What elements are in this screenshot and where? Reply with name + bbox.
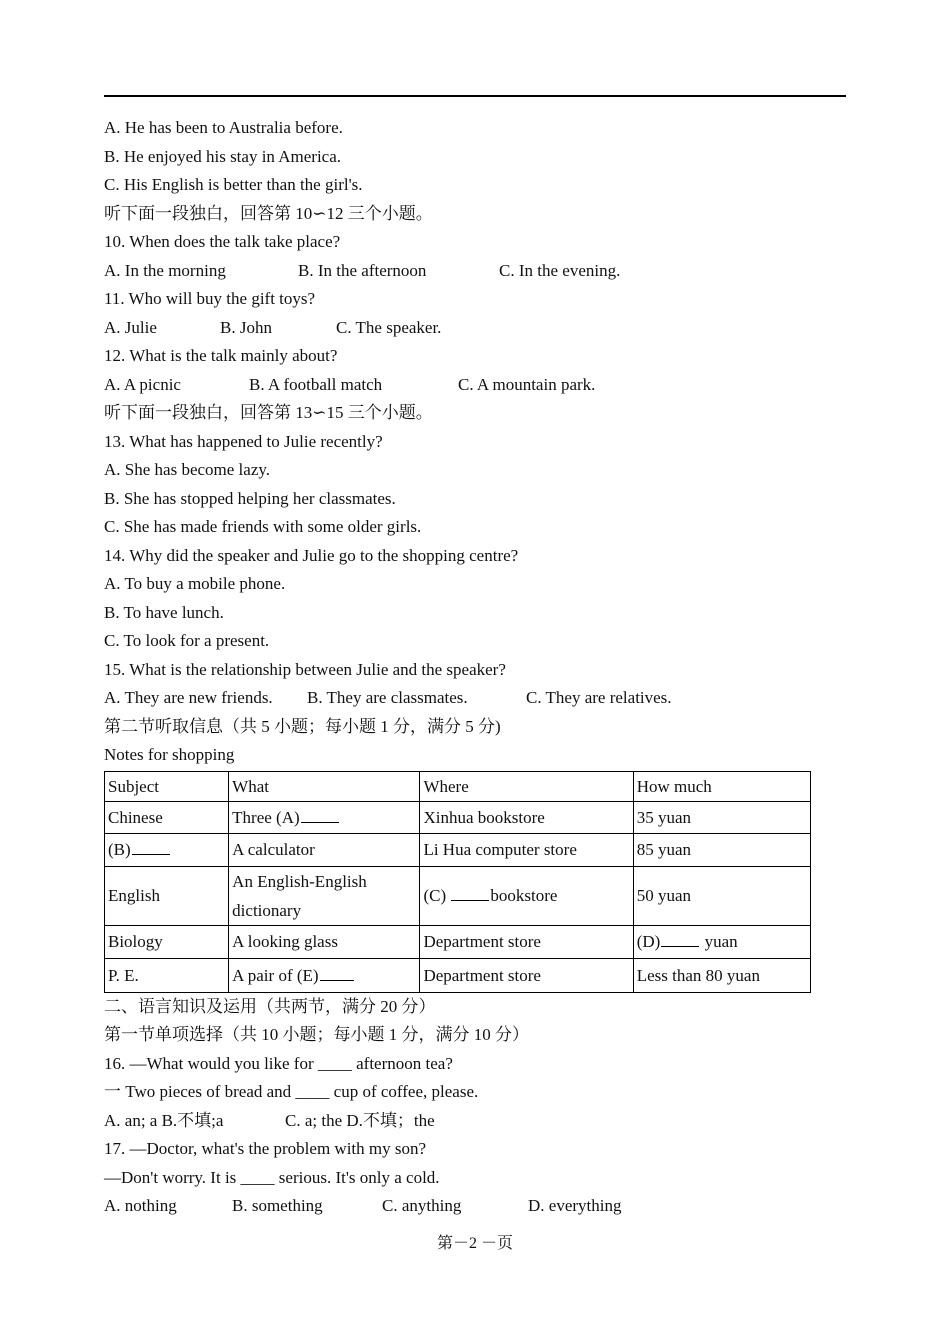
table-header-cell: How much bbox=[633, 771, 810, 801]
q17-option-b: B. something bbox=[232, 1196, 323, 1215]
q14-option-b: B. To have lunch. bbox=[104, 602, 224, 622]
notes-title: Notes for shopping bbox=[104, 745, 235, 764]
table-cell: Department store bbox=[420, 958, 633, 992]
table-cell: Chinese bbox=[105, 801, 229, 833]
q13-stem: 13. What has happened to Julie recently? bbox=[104, 431, 383, 451]
cell-text: Three (A) bbox=[232, 807, 300, 827]
q14-stem: 14. Why did the speaker and Julie go to the shopping centre? bbox=[104, 545, 519, 565]
q9-option-c: C. His English is better than the girl's. bbox=[104, 175, 363, 194]
q15-option-a: A. They are new friends. bbox=[104, 688, 273, 707]
q10-stem: 10. When does the talk take place? bbox=[104, 232, 341, 251]
q16-options bbox=[104, 1107, 846, 1136]
q15-stem: 15. What is the relationship between Julie and the speaker? bbox=[104, 659, 506, 679]
q17-option-c: C. anything bbox=[382, 1196, 462, 1215]
table-cell bbox=[633, 925, 810, 958]
table-cell bbox=[229, 866, 420, 925]
instruction-13-15: 听下面一段独白，回答第 13∽15 三个小题。 bbox=[104, 403, 433, 422]
table-cell: English bbox=[105, 866, 229, 925]
q17-option-a: A. nothing bbox=[104, 1196, 177, 1215]
table-cell: Less than 80 yuan bbox=[633, 958, 810, 992]
table-cell: Biology bbox=[105, 925, 229, 958]
q11-option-c: C. The speaker. bbox=[336, 317, 442, 337]
section2-heading: 第二节听取信息（共 5 小题；每小题 1 分，满分 5 分) bbox=[104, 716, 501, 736]
cell-text: (B) bbox=[108, 840, 131, 859]
cell-text: (C) bbox=[423, 886, 451, 905]
table-cell bbox=[229, 958, 420, 992]
q11-option-b: B. John bbox=[220, 317, 272, 337]
table-cell: 85 yuan bbox=[633, 833, 810, 866]
table-header-row bbox=[105, 771, 811, 801]
cell-text: bookstore bbox=[490, 886, 558, 905]
header-rule bbox=[104, 95, 846, 97]
table-row bbox=[105, 866, 811, 925]
part2-heading: 二、语言知识及运用（共两节，满分 20 分） bbox=[104, 996, 436, 1016]
table-cell: P. E. bbox=[105, 958, 229, 992]
cell-text: An English-English bbox=[232, 871, 367, 891]
q12-options bbox=[104, 371, 846, 400]
part2-section1-heading: 第一节单项选择（共 10 小题；每小题 1 分，满分 10 分） bbox=[104, 1025, 529, 1044]
q15-option-b: B. They are classmates. bbox=[307, 688, 468, 707]
q13-option-a: A. She has become lazy. bbox=[104, 460, 271, 479]
table-cell bbox=[229, 801, 420, 833]
table-row bbox=[105, 925, 811, 958]
q12-option-b: B. A football match bbox=[249, 374, 383, 394]
q10-option-b: B. In the afternoon bbox=[298, 260, 427, 280]
q17-option-d: D. everything bbox=[528, 1196, 622, 1215]
table-cell: Department store bbox=[420, 925, 633, 958]
answer-blank-a bbox=[301, 821, 339, 823]
q11-option-a: A. Julie bbox=[104, 317, 157, 337]
q17-options bbox=[104, 1192, 846, 1221]
table-header-cell: What bbox=[229, 771, 420, 801]
q16-line1: 16. —What would you like for ____ afternoon tea? bbox=[104, 1053, 453, 1073]
document-body bbox=[104, 114, 846, 1221]
table-cell: Xinhua bookstore bbox=[420, 801, 633, 833]
answer-blank-e bbox=[320, 979, 354, 981]
table-header-cell: Subject bbox=[105, 771, 229, 801]
table-row bbox=[105, 958, 811, 992]
q14-option-c: C. To look for a present. bbox=[104, 631, 270, 650]
q13-option-b: B. She has stopped helping her classmates. bbox=[104, 488, 396, 508]
q10-options bbox=[104, 257, 846, 286]
q15-option-c: C. They are relatives. bbox=[526, 688, 672, 707]
q16-option-ab: A. an; a B.不填;a bbox=[104, 1110, 224, 1130]
q14-option-a: A. To buy a mobile phone. bbox=[104, 574, 286, 593]
q9-option-b: B. He enjoyed his stay in America. bbox=[104, 146, 342, 166]
table-cell: A looking glass bbox=[229, 925, 420, 958]
q11-options bbox=[104, 314, 846, 343]
answer-blank-c bbox=[451, 899, 489, 901]
q17-line2: —Don't worry. It is ____ serious. It's only a cold. bbox=[104, 1167, 440, 1187]
page-number-footer: 第－2 －页 bbox=[436, 1235, 513, 1252]
q12-stem: 12. What is the talk mainly about? bbox=[104, 346, 338, 365]
q16-line2: 一 Two pieces of bread and ____ cup of coffee, please. bbox=[104, 1082, 479, 1101]
q9-option-a: A. He has been to Australia before. bbox=[104, 118, 343, 137]
table-cell: 50 yuan bbox=[633, 866, 810, 925]
q10-option-c: C. In the evening. bbox=[499, 260, 621, 280]
table-cell bbox=[105, 833, 229, 866]
q12-option-c: C. A mountain park. bbox=[458, 374, 596, 394]
q15-options bbox=[104, 684, 846, 713]
q13-option-c: C. She has made friends with some older girls. bbox=[104, 517, 422, 536]
table-row bbox=[105, 801, 811, 833]
cell-text: yuan bbox=[700, 932, 738, 951]
answer-blank-d bbox=[661, 945, 699, 947]
cell-text: A pair of (E) bbox=[232, 965, 319, 985]
answer-blank-b bbox=[132, 853, 170, 855]
table-cell: A calculator bbox=[229, 833, 420, 866]
table-row bbox=[105, 833, 811, 866]
table-cell: Li Hua computer store bbox=[420, 833, 633, 866]
cell-text: dictionary bbox=[232, 900, 302, 920]
q16-option-cd: C. a; the D.不填；the bbox=[285, 1110, 435, 1130]
table-cell bbox=[420, 866, 633, 925]
q11-stem: 11. Who will buy the gift toys? bbox=[104, 289, 316, 308]
q10-option-a: A. In the morning bbox=[104, 260, 226, 280]
q12-option-a: A. A picnic bbox=[104, 374, 181, 394]
table-cell: 35 yuan bbox=[633, 801, 810, 833]
cell-text: (D) bbox=[636, 932, 661, 951]
instruction-10-12: 听下面一段独白，回答第 10∽12 三个小题。 bbox=[104, 203, 433, 223]
table-header-cell: Where bbox=[420, 771, 633, 801]
q17-line1: 17. —Doctor, what's the problem with my son? bbox=[104, 1139, 427, 1158]
shopping-notes-table bbox=[104, 771, 811, 993]
